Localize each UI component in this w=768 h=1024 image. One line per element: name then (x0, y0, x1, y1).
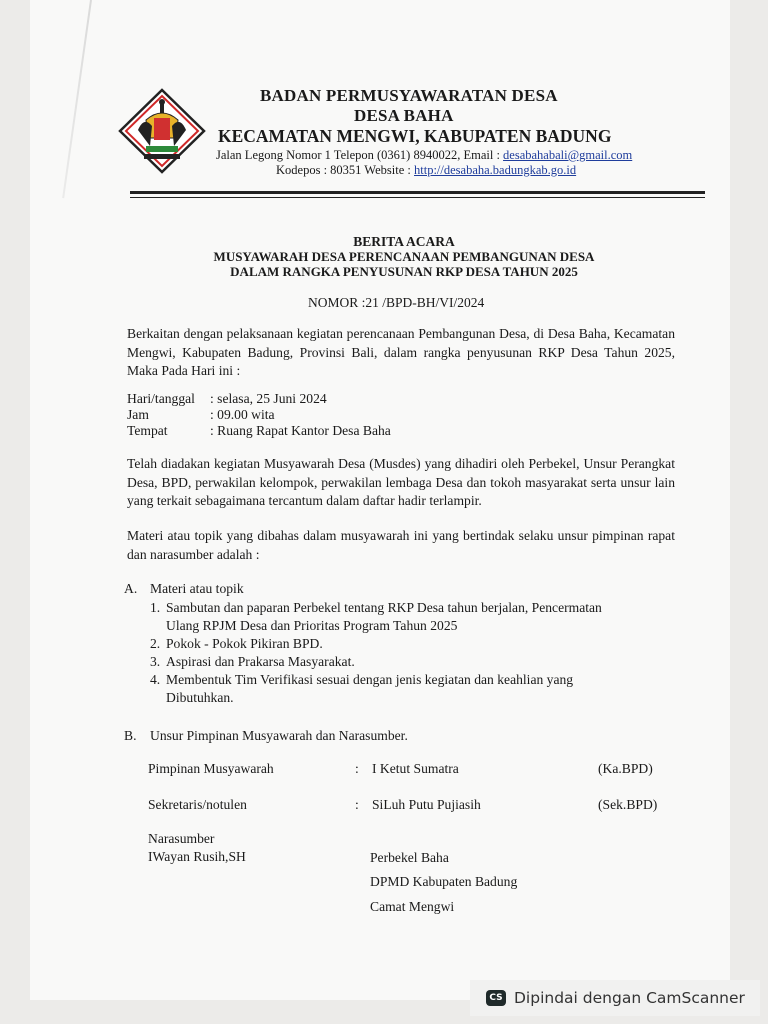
list-item-1-line2: Ulang RPJM Desa dan Prioritas Program Tahun 2025 (166, 618, 458, 633)
list-item-4-line2: Dibutuhkan. (166, 690, 234, 705)
chair-name: I Ketut Sumatra (372, 761, 459, 776)
schedule-label-date: Hari/tanggal (127, 391, 195, 406)
postal-text: Kodepos : 80351 Website : (276, 163, 414, 177)
speaker-name: IWayan Rusih,SH (148, 849, 246, 864)
header-rule-thin (130, 197, 705, 198)
secretary-label: Sekretaris/notulen (148, 797, 247, 812)
header-village: DESA BAHA (354, 106, 454, 125)
schedule-label-time: Jam (127, 407, 149, 422)
list-item-2-number: 2. (150, 636, 161, 651)
speaker-list-item: Perbekel Baha (370, 850, 449, 865)
schedule-value-place: : Ruang Rapat Kantor Desa Baha (210, 423, 391, 438)
section-a-letter: A. (124, 581, 138, 596)
section-b-title: Unsur Pimpinan Musyawarah dan Narasumber. (150, 728, 408, 743)
secretary-role: (Sek.BPD) (598, 797, 658, 812)
header-rule-thick (130, 191, 705, 194)
list-item-4-line1: Membentuk Tim Verifikasi sesuai dengan jenis kegiatan dan keahlian yang (166, 672, 574, 687)
chair-label: Pimpinan Musyawarah (148, 761, 274, 776)
schedule-label-place: Tempat (127, 423, 168, 438)
header-postal (276, 163, 576, 178)
list-item-4-number: 4. (150, 672, 161, 687)
speakers-label: Narasumber (148, 831, 215, 846)
website-link[interactable]: http://desabaha.badungkab.go.id (414, 163, 577, 177)
topics-intro-paragraph: Materi atau topik yang dibahas dalam musyawarah ini yang bertindak selaku unsur pimpinan rapat dan narasumber adalah : (127, 528, 675, 562)
list-item-1-number: 1. (150, 600, 161, 615)
schedule-value-time: : 09.00 wita (210, 407, 275, 422)
header-institution: BADAN PERMUSYAWARATAN DESA (260, 86, 558, 105)
email-link[interactable]: desabahabali@gmail.com (503, 148, 633, 162)
chair-role: (Ka.BPD) (598, 761, 653, 776)
doc-number: NOMOR :21 /BPD-BH/VI/2024 (308, 295, 485, 310)
list-item-3-line1: Aspirasi dan Prakarsa Masyarakat. (166, 654, 355, 669)
schedule-value-date: : selasa, 25 Juni 2024 (210, 391, 327, 406)
doc-subtitle-1: MUSYAWARAH DESA PERENCANAAN PEMBANGUNAN DESA (213, 249, 595, 264)
list-item-2-line1: Pokok - Pokok Pikiran BPD. (166, 636, 323, 651)
intro-paragraph: Berkaitan dengan pelaksanaan kegiatan perencanaan Pembangunan Desa, di Desa Baha, Kecamatan Mengwi, Kabupaten Badung, Provinsi Bali, dalam rangka penyusunan RKP Desa Tahun 2025, Maka Pada Hari ini : (127, 326, 675, 378)
address-text: Jalan Legong Nomor 1 Telepon (0361) 8940022, Email : (216, 148, 504, 162)
doc-subtitle-2: DALAM RANGKA PENYUSUNAN RKP DESA TAHUN 2025 (230, 264, 578, 279)
scanner-watermark (470, 980, 760, 1016)
secretary-name: SiLuh Putu Pujiasih (372, 797, 481, 812)
section-a-title: Materi atau topik (150, 581, 244, 596)
section-b-letter: B. (124, 728, 137, 743)
scanner-watermark-text: Dipindai dengan CamScanner (514, 989, 745, 1007)
header-address (216, 148, 632, 163)
village-emblem-logo (116, 86, 208, 176)
secretary-colon: : (355, 797, 359, 812)
header-district: KECAMATAN MENGWI, KABUPATEN BADUNG (218, 126, 612, 146)
doc-title: BERITA ACARA (353, 234, 455, 249)
list-item-3-number: 3. (150, 654, 161, 669)
speaker-list-item: DPMD Kabupaten Badung (370, 874, 518, 889)
speaker-list-item: Camat Mengwi (370, 899, 455, 914)
chair-colon: : (355, 761, 359, 776)
camscanner-logo-icon: CS (486, 990, 506, 1006)
attendance-paragraph: Telah diadakan kegiatan Musyawarah Desa (Musdes) yang dihadiri oleh Perbekel, Unsur Perangkat Desa, BPD, perwakilan kelompok, perwakilan lembaga Desa dan tokoh masyarakat serta unsur lain yang terkait sebagaimana tercantum dalam daftar hadir terlampir. (127, 456, 675, 508)
list-item-1-line1: Sambutan dan paparan Perbekel tentang RKP Desa tahun berjalan, Pencermatan (166, 600, 602, 615)
